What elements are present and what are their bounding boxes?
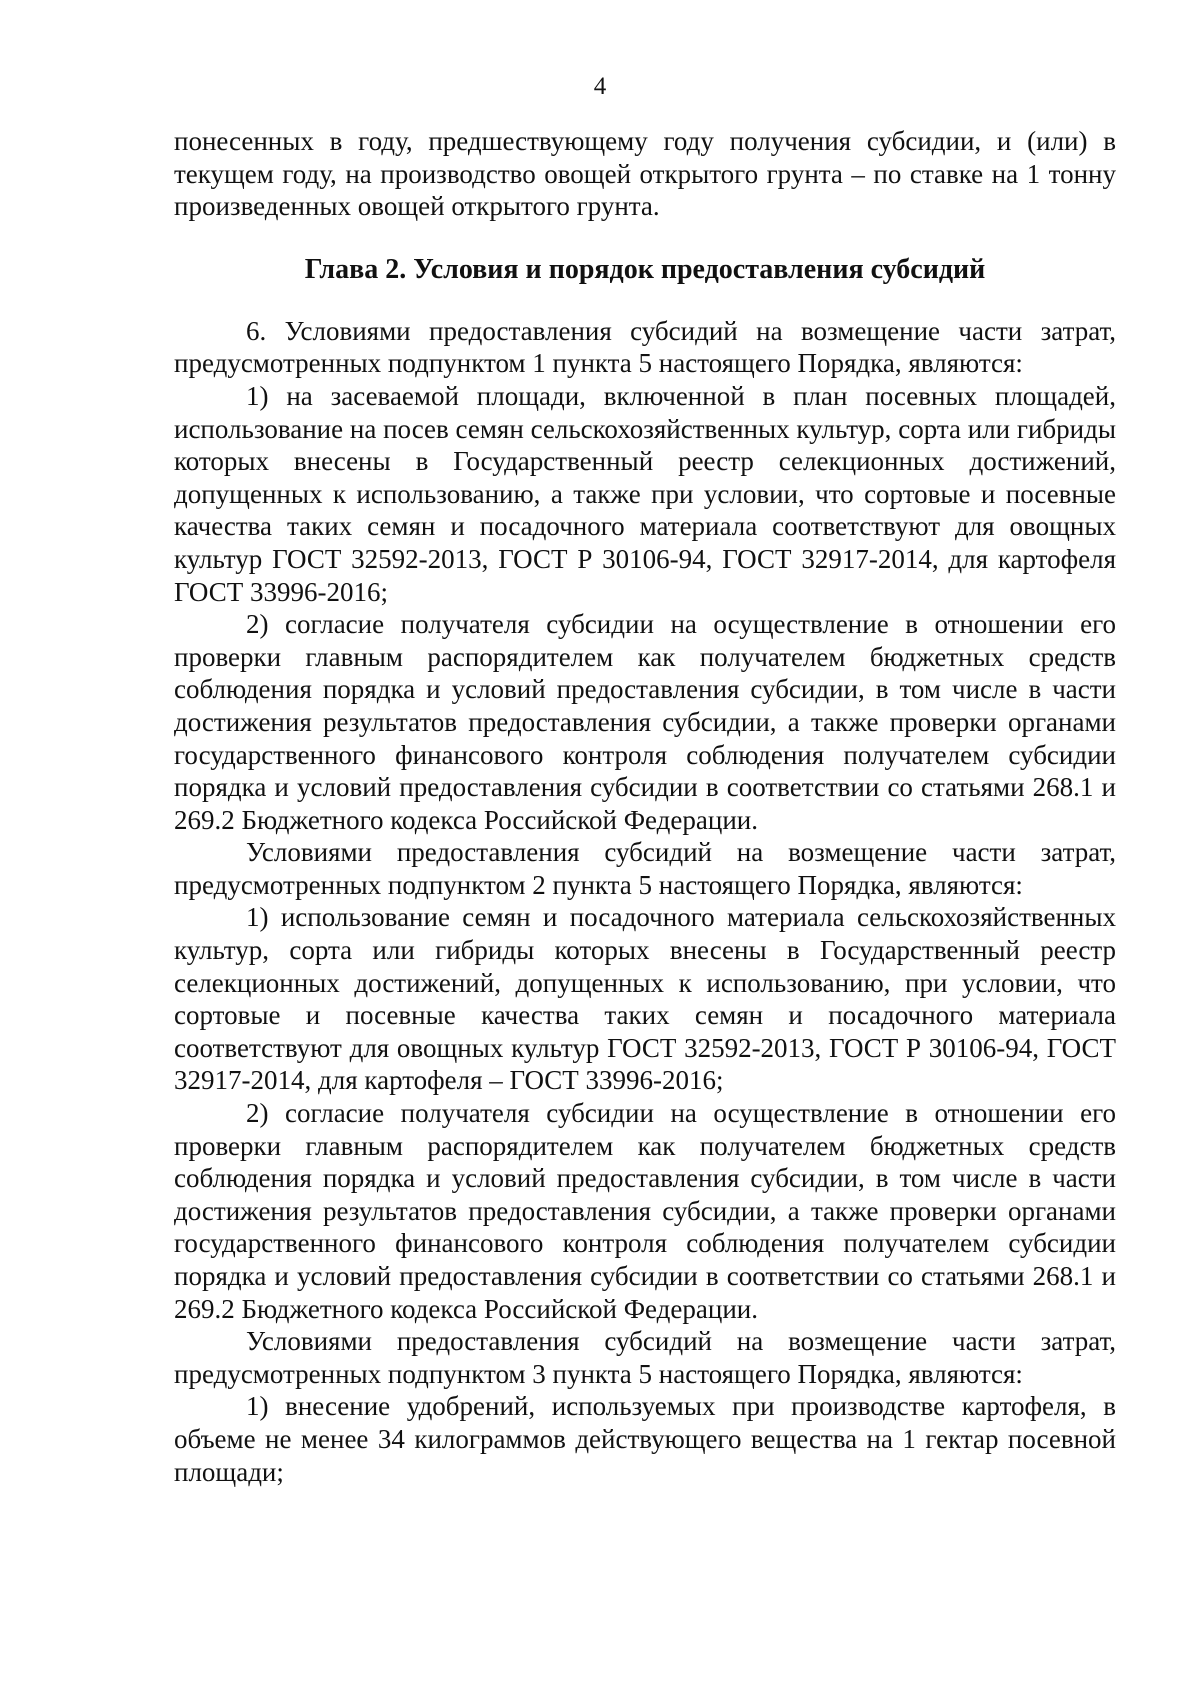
chapter-heading: Глава 2. Условия и порядок предоставления субсидий (304, 253, 986, 285)
paragraph-conditions-subpoint-2: Условиями предоставления субсидий на возмещение части затрат, предусмотренных подпунктом 2 пункта 5 настоящего Порядка, являются: (174, 837, 1116, 900)
paragraph-item-6: 6. Условиями предоставления субсидий на возмещение части затрат, предусмотренных подпунктом 1 пункта 5 настоящего Порядка, являются: (174, 315, 1116, 379)
paragraph-condition-1-1: 1) на засеваемой площади, включенной в план посевных площадей, использование на посев семян сельскохозяйственных культур, сорта или гибриды которых внесены в Государственный реестр селекционных достижений, допущенных к использованию, а также при условии, что сортовые и посевные качества таких семян и посадочного материала соответствуют для овощных культур ГОСТ 32592-2013, ГОСТ Р 30106-94, ГОСТ 32917-2014, для картофеля ГОСТ 33996-2016; (174, 380, 1116, 607)
paragraph-condition-2-2: 2) согласие получателя субсидии на осуществление в отношении его проверки главным распорядителем как получателем бюджетных средств соблюдения порядка и условий предоставления субсидии, в том числе в части достижения результатов предоставления субсидии, а также проверки органами государственного финансового контроля соблюдения получателем субсидии порядка и условий предоставления субсидии в соответствии со статьями 268.1 и 269.2 Бюджетного кодекса Российской Федерации. (174, 1098, 1116, 1324)
intro-paragraph: понесенных в году, предшествующему году получения субсидии, и (или) в текущем году, на производство овощей открытого грунта – по ставке на 1 тонну произведенных овощей открытого грунта. (174, 126, 1116, 222)
paragraph-conditions-subpoint-3: Условиями предоставления субсидий на возмещение части затрат, предусмотренных подпунктом 3 пункта 5 настоящего Порядка, являются: (174, 1326, 1116, 1389)
page-number: 4 (593, 73, 607, 100)
paragraph-condition-1-2: 2) согласие получателя субсидии на осуществление в отношении его проверки главным распорядителем как получателем бюджетных средств соблюдения порядка и условий предоставления субсидии, в том числе в части достижения результатов предоставления субсидии, а также проверки органами государственного финансового контроля соблюдения получателем субсидии порядка и условий предоставления субсидии в соответствии со статьями 268.1 и 269.2 Бюджетного кодекса Российской Федерации. (174, 609, 1116, 835)
paragraph-condition-3-1: 1) внесение удобрений, используемых при производстве картофеля, в объеме не менее 34 килограммов действующего вещества на 1 гектар посевной площади; (174, 1391, 1116, 1487)
paragraph-condition-2-1: 1) использование семян и посадочного материала сельскохозяйственных культур, сорта или гибриды которых внесены в Государственный реестр селекционных достижений, допущенных к использованию, при условии, что сортовые и посевные качества таких семян и посадочного материала соответствуют для овощных культур ГОСТ 32592-2013, ГОСТ Р 30106-94, ГОСТ 32917-2014, для картофеля – ГОСТ 33996-2016; (174, 902, 1116, 1096)
document-body (174, 125, 1116, 1488)
